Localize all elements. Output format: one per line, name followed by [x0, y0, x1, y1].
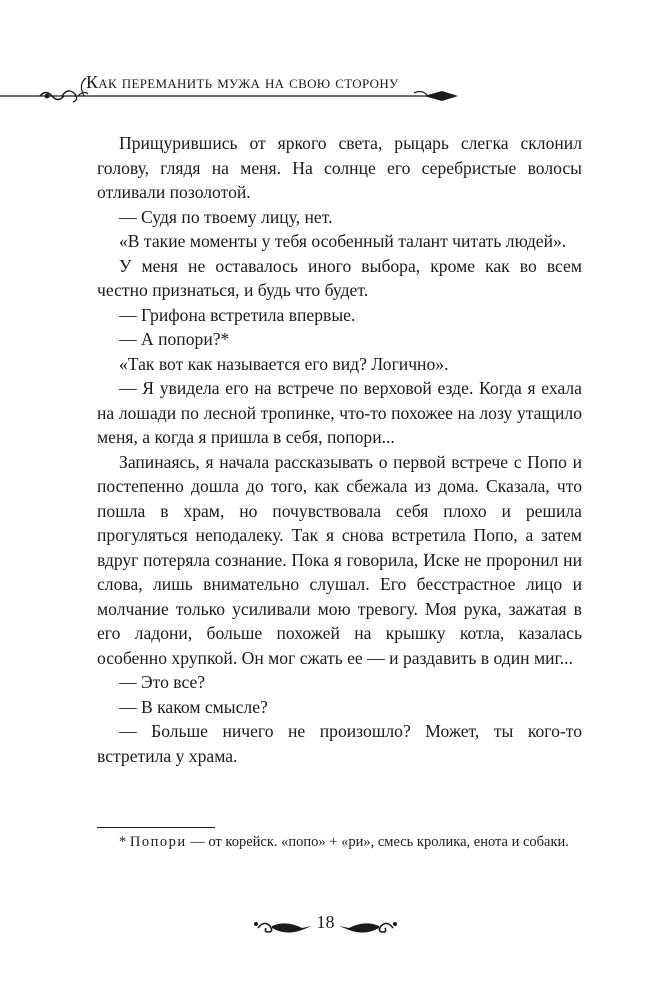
- running-header-title: Как переманить мужа на свою сторону: [86, 72, 399, 92]
- footnote-marker: *: [119, 834, 127, 850]
- paragraph: «В такие моменты у тебя особенный талант читать людей».: [119, 231, 567, 251]
- page-footer: [0, 910, 651, 940]
- paragraph: — Судя по твоему лицу, нет.: [119, 206, 333, 227]
- footnote-term: Попори: [129, 834, 187, 850]
- page-number: 18: [316, 912, 335, 932]
- running-header: [0, 66, 651, 106]
- paragraph: Прищурившись от яркого света, рыцарь слегка склонил голову, глядя на меня. На солнце его серебристые волосы отливали позолотой.: [97, 133, 582, 202]
- footnote-text: — от корейск. «попо» + «ри», смесь кролика, енота и собаки.: [186, 834, 569, 850]
- paragraph: — Грифона встретила впервые.: [119, 304, 356, 325]
- paragraph: — Это все?: [119, 672, 206, 692]
- paragraph: — Я увидела его на встрече по верховой езде. Когда я ехала на лошади по лесной тропинке, что-то похожее на лозу утащило меня, а когда я пришла в себя, попори...: [97, 378, 582, 447]
- footnote: [97, 832, 582, 853]
- paragraph: — В каком смысле?: [119, 696, 268, 717]
- body-text: [97, 131, 582, 768]
- paragraph: — Больше ничего не произошло? Может, ты кого-то встретила у храма.: [97, 721, 582, 766]
- paragraph: У меня не оставалось иного выбора, кроме как во всем честно признаться, и будь что будет.: [97, 255, 582, 300]
- paragraph: — А попори?*: [119, 329, 230, 349]
- paragraph: «Так вот как называется его вид? Логично».: [119, 353, 449, 374]
- footnote-divider: [97, 827, 215, 828]
- paragraph: Запинаясь, я начала рассказывать о первой встрече с Попо и постепенно дошла до того, как сбежала из дома. Сказала, что пошла в храм, но почувствовала себя плохо и решила прогуляться неподалеку. Так я снова встретила Попо, а затем вдруг потеряла сознание. Пока я говорила, Иске не проронил ни слова, лишь внимательно слушал. Его бесстрастное лицо и молчание только усиливали мою тревогу. Моя рука, зажатая в его ладони, больше похожей на крышку котла, казалась особенно хрупкой. Он мог сжать ее — и раздавить в один миг...: [97, 451, 582, 668]
